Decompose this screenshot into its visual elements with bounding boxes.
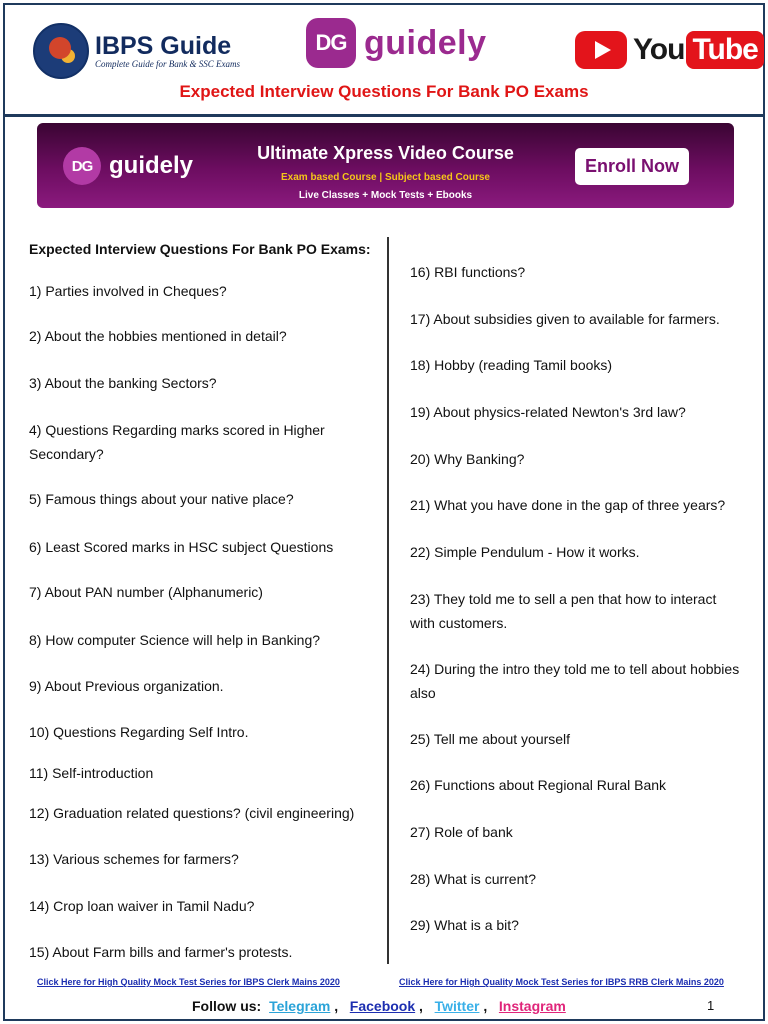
question-item: 5) Famous things about your native place? (29, 491, 294, 507)
question-item: 12) Graduation related questions? (civil engineering) (29, 805, 355, 821)
banner-features: Live Classes + Mock Tests + Ebooks (298, 190, 473, 201)
question-item: 4) Questions Regarding marks scored in Higher Secondary? (29, 422, 325, 462)
question-item: 28) What is current? (410, 871, 537, 887)
guidely-dg-icon: DG (306, 18, 356, 68)
question-item: 16) RBI functions? (410, 264, 526, 280)
brain-head-icon (33, 23, 89, 79)
question-item: 9) About Previous organization. (29, 678, 224, 694)
question-item: 21) What you have done in the gap of three years? (410, 497, 726, 513)
column-divider (387, 237, 389, 964)
question-item: 7) About PAN number (Alphanumeric) (29, 584, 263, 600)
question-item: 20) Why Banking? (410, 451, 525, 467)
social-follow-bar (192, 998, 566, 1014)
mock-test-link-ibps-rrb-clerk[interactable]: Click Here for High Quality Mock Test Series for IBPS RRB Clerk Mains 2020 (399, 977, 724, 987)
question-item: 22) Simple Pendulum - How it works. (410, 544, 640, 560)
separator: , (334, 998, 346, 1014)
guidely-logo[interactable] (306, 18, 487, 68)
separator: , (419, 998, 431, 1014)
question-item: 26) Functions about Regional Rural Bank (410, 777, 667, 793)
question-item: 14) Crop loan waiver in Tamil Nadu? (29, 898, 255, 914)
content-title: Expected Interview Questions For Bank PO Exams: (29, 241, 371, 257)
course-banner[interactable] (37, 123, 734, 208)
question-item: 25) Tell me about yourself (410, 731, 571, 747)
facebook-link[interactable]: Facebook (349, 998, 416, 1014)
question-item: 10) Questions Regarding Self Intro. (29, 724, 249, 740)
question-item: 29) What is a bit? (410, 917, 519, 933)
question-item: 11) Self-introduction (29, 765, 154, 781)
question-item: 1) Parties involved in Cheques? (29, 283, 227, 299)
enroll-now-button[interactable]: Enroll Now (575, 148, 689, 185)
question-item: 18) Hobby (reading Tamil books) (410, 357, 613, 373)
follow-label: Follow us: (192, 998, 262, 1014)
banner-brand: guidely (109, 152, 194, 179)
banner-subtitle: Exam based Course | Subject based Course (281, 172, 490, 183)
banner-dg-icon: DG (63, 147, 101, 185)
question-item: 3) About the banking Sectors? (29, 375, 217, 391)
question-item: 13) Various schemes for farmers? (29, 851, 239, 867)
ibps-logo-title: IBPS Guide (95, 32, 232, 60)
question-item: 17) About subsidies given to available for farmers. (410, 311, 720, 327)
page-title: Expected Interview Questions For Bank PO Exams (179, 82, 589, 101)
question-item: 23) They told me to sell a pen that how to interact with customers. (410, 591, 717, 631)
question-item: 6) Least Scored marks in HSC subject Questions (29, 539, 334, 555)
twitter-link[interactable]: Twitter (434, 998, 480, 1014)
question-item: 19) About physics-related Newton's 3rd law? (410, 404, 686, 420)
youtube-tube-text: Tube (686, 31, 763, 69)
question-item: 27) Role of bank (410, 824, 513, 840)
youtube-play-icon (575, 31, 627, 69)
telegram-link[interactable]: Telegram (269, 998, 331, 1014)
youtube-you-text: You (633, 33, 685, 66)
question-item: 2) About the hobbies mentioned in detail? (29, 328, 287, 344)
youtube-logo[interactable] (575, 31, 764, 69)
question-item: 24) During the intro they told me to tell about hobbies also (410, 661, 740, 701)
question-item: 8) How computer Science will help in Banking? (29, 632, 321, 648)
mock-test-link-ibps-clerk[interactable]: Click Here for High Quality Mock Test Series for IBPS Clerk Mains 2020 (37, 977, 340, 987)
page-number: 1 (707, 998, 715, 1013)
question-item: 15) About Farm bills and farmer's protests. (29, 944, 293, 960)
ibps-logo-subtitle: Complete Guide for Bank & SSC Exams (95, 59, 240, 69)
banner-title: Ultimate Xpress Video Course (257, 143, 514, 163)
guidely-wordmark: guidely (364, 23, 487, 62)
ibps-guide-logo[interactable] (33, 23, 240, 79)
separator: , (483, 998, 496, 1014)
instagram-link[interactable]: Instagram (498, 998, 566, 1014)
header-divider (5, 114, 763, 117)
